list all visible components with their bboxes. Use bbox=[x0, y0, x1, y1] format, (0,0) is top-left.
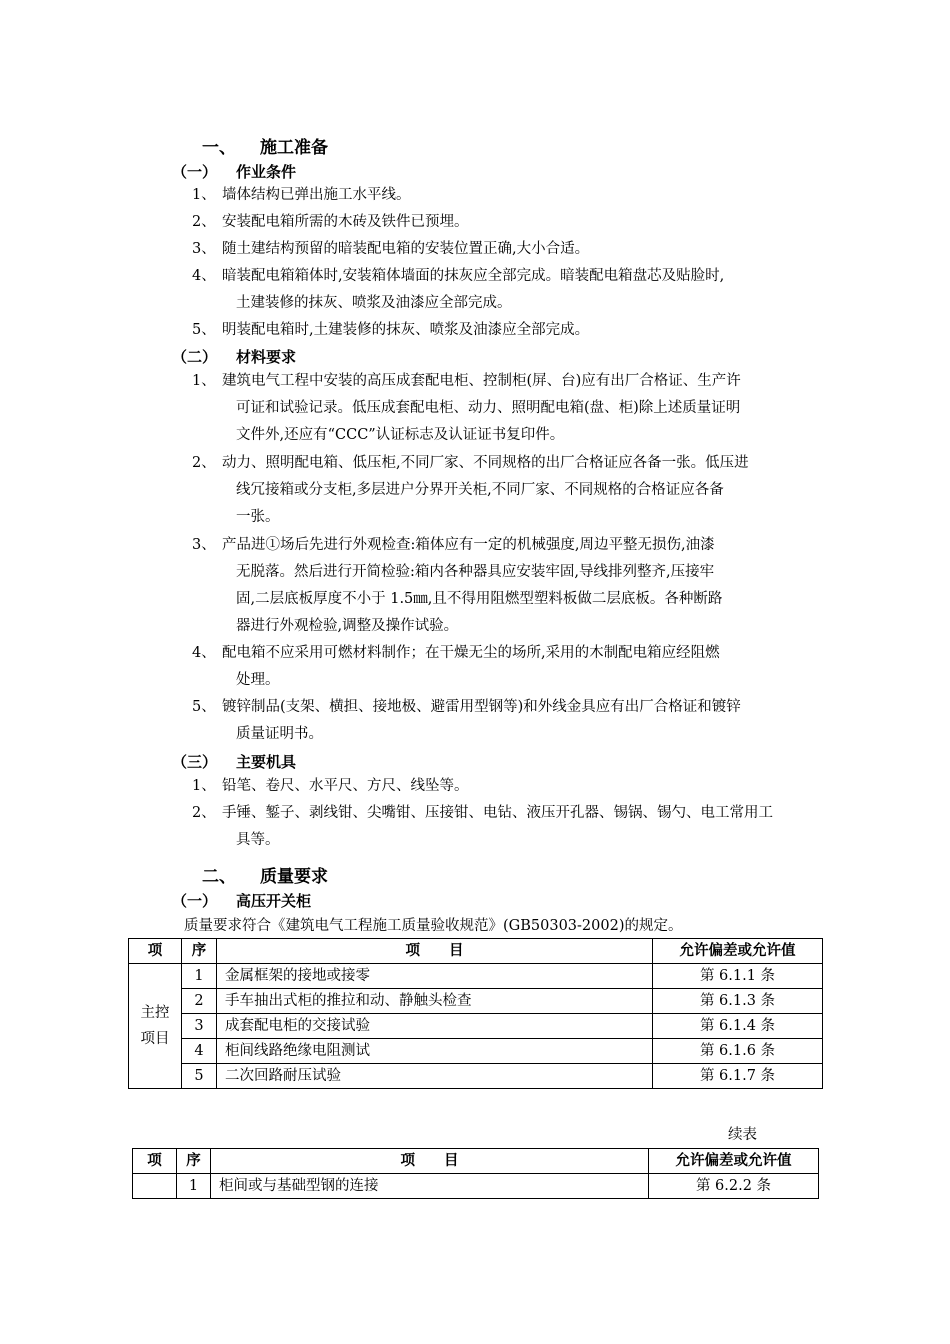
subsection-heading-main-tools bbox=[172, 751, 296, 772]
section-number: 一、 bbox=[202, 138, 236, 158]
item-text-line: 具等。 bbox=[236, 832, 280, 848]
item-text-line: 镀锌制品(支架、横担、接地极、避雷用型钢等)和外线金具应有出厂合格证和镀锌 bbox=[222, 699, 741, 715]
cell-value: 第 6.1.7 条 bbox=[653, 1064, 823, 1089]
quality-intro-text: 质量要求符合《建筑电气工程施工质量验收规范》(GB50303-2002)的规定。 bbox=[184, 918, 683, 934]
item-text-line: 暗装配电箱箱体时,安装箱体墙面的抹灰应全部完成。暗装配电箱盘芯及贴脸时, bbox=[222, 268, 725, 284]
cell-seq: 2 bbox=[182, 989, 217, 1014]
cell-value: 第 6.1.4 条 bbox=[653, 1014, 823, 1039]
subsection-number: （二） bbox=[172, 348, 218, 366]
item-text-line: 土建装修的抹灰、喷浆及油漆应全部完成。 bbox=[236, 295, 512, 311]
item-number: 5、 bbox=[192, 322, 216, 338]
item-text-line: 可证和试验记录。低压成套配电柜、动力、照明配电箱(盘、柜)除上述质量证明 bbox=[236, 400, 741, 416]
section-title: 质量要求 bbox=[260, 867, 328, 887]
item-text-line: 手锤、錾子、剥线钳、尖嘴钳、压接钳、电钻、液压开孔器、锡锅、锡勺、电工常用工 bbox=[222, 805, 773, 821]
header-seq: 序 bbox=[182, 939, 217, 964]
item-text-line: 安装配电箱所需的木砖及铁件已预埋。 bbox=[222, 214, 469, 230]
list-item bbox=[192, 640, 812, 694]
item-text-line: 随土建结构预留的暗装配电箱的安装位置正确,大小合适。 bbox=[222, 241, 590, 257]
item-text-line: 器进行外观检验,调整及操作试验。 bbox=[236, 618, 459, 634]
list-item bbox=[192, 236, 812, 263]
continued-table-label: 续表 bbox=[728, 1127, 757, 1143]
table-row bbox=[129, 989, 823, 1014]
cell-seq: 3 bbox=[182, 1014, 217, 1039]
list-item bbox=[192, 450, 812, 531]
cell-item: 成套配电柜的交接试验 bbox=[217, 1014, 653, 1039]
item-number: 2、 bbox=[192, 805, 216, 821]
item-number: 4、 bbox=[192, 268, 216, 284]
header-item: 项 目 bbox=[217, 939, 653, 964]
cell-item: 手车抽出式柜的推拉和动、静触头检查 bbox=[217, 989, 653, 1014]
group-label-main-control bbox=[129, 964, 182, 1089]
list-item bbox=[192, 800, 812, 854]
subsection-title: 高压开关柜 bbox=[236, 892, 312, 910]
subsection-number: （一） bbox=[172, 163, 218, 181]
table-row bbox=[129, 1039, 823, 1064]
item-text-line: 配电箱不应采用可燃材料制作；在干燥无尘的场所,采用的木制配电箱应经阻燃 bbox=[222, 645, 720, 661]
list-item bbox=[192, 263, 812, 317]
item-number: 4、 bbox=[192, 645, 216, 661]
header-item: 项 目 bbox=[211, 1149, 649, 1174]
cell-value: 第 6.2.2 条 bbox=[649, 1174, 819, 1199]
item-number: 1、 bbox=[192, 187, 216, 203]
subsection-heading-hv-switchgear bbox=[172, 890, 311, 911]
list-item bbox=[192, 532, 812, 640]
table-header-row bbox=[133, 1149, 819, 1174]
cell-category-empty bbox=[133, 1174, 177, 1199]
list-item bbox=[192, 694, 812, 748]
header-category: 项 bbox=[133, 1149, 177, 1174]
item-text-line: 文件外,还应有“CCC”认证标志及认证证书复印件。 bbox=[236, 427, 565, 443]
group-label-line: 主控 bbox=[140, 1005, 170, 1021]
item-text-line: 明装配电箱时,土建装修的抹灰、喷浆及油漆应全部完成。 bbox=[222, 322, 590, 338]
item-text-line: 处理。 bbox=[236, 672, 280, 688]
item-text-line: 线冗接箱或分支柜,多层进户分界开关柜,不同厂家、不同规格的合格证应各备 bbox=[236, 482, 724, 498]
quality-table bbox=[128, 938, 823, 1089]
item-text-line: 墙体结构已弹出施工水平线。 bbox=[222, 187, 411, 203]
cell-value: 第 6.1.1 条 bbox=[653, 964, 823, 989]
header-category: 项 bbox=[129, 939, 182, 964]
continued-quality-table bbox=[132, 1148, 819, 1199]
item-text-line: 动力、照明配电箱、低压柜,不同厂家、不同规格的出厂合格证应各备一张。低压进 bbox=[222, 455, 749, 471]
cell-item: 柜间线路绝缘电阻测试 bbox=[217, 1039, 653, 1064]
item-number: 2、 bbox=[192, 455, 216, 471]
subsection-number: （一） bbox=[172, 892, 218, 910]
item-text-line: 质量证明书。 bbox=[236, 726, 323, 742]
list-item bbox=[192, 773, 812, 800]
cell-seq: 1 bbox=[177, 1174, 211, 1199]
header-seq: 序 bbox=[177, 1149, 211, 1174]
section-title: 施工准备 bbox=[260, 138, 328, 158]
item-text-line: 固,二层底板厚度不小于 1.5㎜,且不得用阻燃型塑料板做二层底板。各种断路 bbox=[236, 591, 723, 607]
cell-seq: 1 bbox=[182, 964, 217, 989]
table-row bbox=[129, 964, 823, 989]
table-row bbox=[133, 1174, 819, 1199]
header-value: 允许偏差或允许值 bbox=[653, 939, 823, 964]
item-text-line: 建筑电气工程中安装的高压成套配电柜、控制柜(屏、台)应有出厂合格证、生产许 bbox=[222, 373, 741, 389]
item-number: 3、 bbox=[192, 537, 216, 553]
list-item bbox=[192, 182, 812, 209]
table-row bbox=[129, 1064, 823, 1089]
group-label-line: 项目 bbox=[140, 1031, 170, 1047]
list-item bbox=[192, 368, 812, 449]
item-text-line: 产品进①场后先进行外观检查:箱体应有一定的机械强度,周边平整无损伤,油漆 bbox=[222, 537, 715, 553]
item-number: 5、 bbox=[192, 699, 216, 715]
item-number: 3、 bbox=[192, 241, 216, 257]
section-number: 二、 bbox=[202, 867, 236, 887]
subsection-heading-material-requirements bbox=[172, 346, 296, 367]
subsection-title: 作业条件 bbox=[236, 163, 297, 181]
section-heading-2 bbox=[202, 862, 328, 887]
subsection-heading-work-conditions bbox=[172, 161, 296, 182]
list-item bbox=[192, 317, 812, 344]
item-text-line: 无脱落。然后进行开简检验:箱内各种器具应安装牢固,导线排列整齐,压接牢 bbox=[236, 564, 715, 580]
cell-item: 柜间或与基础型钢的连接 bbox=[211, 1174, 649, 1199]
list-item bbox=[192, 209, 812, 236]
subsection-title: 主要机具 bbox=[236, 753, 297, 771]
subsection-number: （三） bbox=[172, 753, 218, 771]
item-number: 1、 bbox=[192, 373, 216, 389]
table-header-row bbox=[129, 939, 823, 964]
item-text-line: 一张。 bbox=[236, 509, 280, 525]
table-row bbox=[129, 1014, 823, 1039]
cell-item: 二次回路耐压试验 bbox=[217, 1064, 653, 1089]
section-heading-1 bbox=[202, 133, 328, 158]
subsection-title: 材料要求 bbox=[236, 348, 297, 366]
cell-value: 第 6.1.3 条 bbox=[653, 989, 823, 1014]
item-number: 1、 bbox=[192, 778, 216, 794]
cell-item: 金属框架的接地或接零 bbox=[217, 964, 653, 989]
header-value: 允许偏差或允许值 bbox=[649, 1149, 819, 1174]
item-number: 2、 bbox=[192, 214, 216, 230]
item-text-line: 铅笔、卷尺、水平尺、方尺、线坠等。 bbox=[222, 778, 469, 794]
cell-value: 第 6.1.6 条 bbox=[653, 1039, 823, 1064]
cell-seq: 4 bbox=[182, 1039, 217, 1064]
cell-seq: 5 bbox=[182, 1064, 217, 1089]
